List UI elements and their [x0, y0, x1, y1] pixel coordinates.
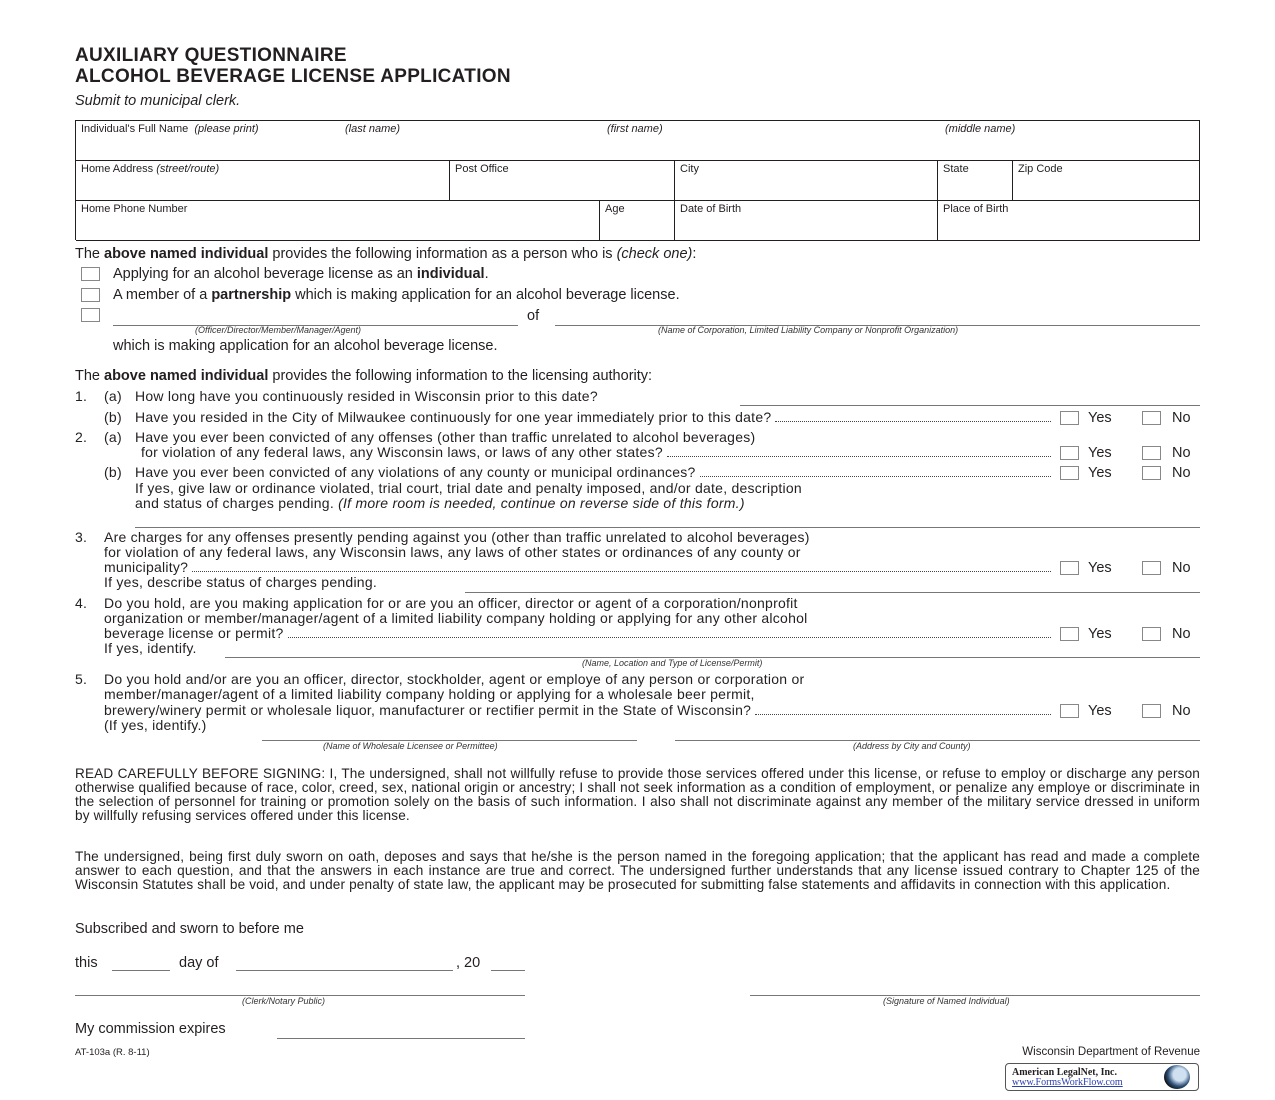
- q2b-text-line2: If yes, give law or ordinance violated, trial court, trial date and penalty imposed, and/or date, description: [135, 480, 802, 496]
- year-prefix-label: , 20: [456, 955, 481, 971]
- home-address-field[interactable]: [76, 161, 450, 201]
- q3-text-line3: municipality?: [104, 560, 1055, 575]
- q2a-yes-checkbox[interactable]: [1060, 446, 1079, 460]
- home-address-label: Home Address: [81, 163, 154, 175]
- logo-name: American LegalNet, Inc.: [1012, 1067, 1117, 1078]
- q4-number: 4.: [75, 595, 88, 611]
- q4-no-checkbox[interactable]: [1142, 627, 1161, 641]
- form-number: AT-103a (R. 8-11): [75, 1047, 150, 1058]
- q5-text-line1: Do you hold and/or are you an officer, director, stockholder, agent or employe of any person or corporation or: [104, 671, 805, 687]
- logo-url-link[interactable]: www.FormsWorkFlow.com: [1012, 1077, 1123, 1088]
- q2a-yes-label: Yes: [1088, 445, 1112, 461]
- applicant-info-table: [75, 120, 1200, 240]
- officer-option-label: which is making application for an alcohol beverage license.: [113, 338, 498, 354]
- middle-name-hint: (middle name): [945, 123, 1016, 135]
- q4-yes-checkbox[interactable]: [1060, 627, 1079, 641]
- american-legalnet-logo[interactable]: [1005, 1063, 1199, 1091]
- notary-caption: (Clerk/Notary Public): [242, 996, 326, 1006]
- q3-number: 3.: [75, 529, 88, 545]
- post-office-field[interactable]: [450, 161, 675, 201]
- officer-checkbox[interactable]: [81, 308, 100, 322]
- applicant-signature-caption: (Signature of Named Individual): [883, 996, 1010, 1006]
- age-label: Age: [605, 203, 625, 215]
- q5-no-checkbox[interactable]: [1142, 704, 1161, 718]
- q2b-no-checkbox[interactable]: [1142, 466, 1161, 480]
- q3-text-line1: Are charges for any offenses presently pending against you (other than traffic unrelated to alcohol beverages): [104, 529, 810, 545]
- month-input-line[interactable]: [236, 970, 453, 971]
- q3-no-checkbox[interactable]: [1142, 561, 1161, 575]
- individual-checkbox[interactable]: [81, 267, 100, 281]
- q4-no-label: No: [1172, 626, 1191, 642]
- date-of-birth-field[interactable]: [675, 201, 938, 241]
- q2a-no-label: No: [1172, 445, 1191, 461]
- date-of-birth-label: Date of Birth: [680, 203, 742, 215]
- q2a-text-line1: Have you ever been convicted of any offenses (other than traffic unrelated to alcohol beverages): [135, 429, 756, 445]
- q1b-no-checkbox[interactable]: [1142, 411, 1161, 425]
- q4-text-line2: organization or member/manager/agent of a limited liability company holding or applying for any other alcohol: [104, 610, 808, 626]
- form-subtitle: ALCOHOL BEVERAGE LICENSE APPLICATION: [75, 66, 511, 87]
- q1b-no-label: No: [1172, 410, 1191, 426]
- q2b-text-line1: Have you ever been convicted of any violations of any county or municipal ordinances?: [135, 465, 1055, 480]
- full-name-label: Individual's Full Name: [81, 123, 189, 135]
- q5-text-line2: member/manager/agent of a limited liability company holding or applying for a wholesale beer permit,: [104, 686, 755, 702]
- globe-icon: [1164, 1065, 1190, 1089]
- q1-number: 1.: [75, 388, 88, 404]
- q5-no-label: No: [1172, 703, 1191, 719]
- age-field[interactable]: [600, 201, 675, 241]
- last-name-hint: (last name): [345, 123, 401, 135]
- q4-text-line4: If yes, identify.: [104, 640, 197, 656]
- q5-address-caption: (Address by City and County): [853, 741, 971, 751]
- q2a-no-checkbox[interactable]: [1142, 446, 1161, 460]
- commission-label: My commission expires: [75, 1021, 226, 1037]
- q2b-answer-line[interactable]: [135, 527, 1200, 528]
- q3-yes-label: Yes: [1088, 560, 1112, 576]
- q1a-letter: (a): [104, 388, 122, 404]
- home-phone-field[interactable]: [76, 201, 600, 241]
- q1b-yes-checkbox[interactable]: [1060, 411, 1079, 425]
- check-one-intro: The above named individual provides the following information as a person who is (check one):: [75, 246, 697, 262]
- organization-caption: (Name of Corporation, Limited Liability Company or Nonprofit Organization): [658, 325, 959, 335]
- post-office-label: Post Office: [455, 163, 509, 175]
- place-of-birth-label: Place of Birth: [943, 203, 1009, 215]
- q1a-answer-line[interactable]: [740, 405, 1200, 406]
- form-title: AUXILIARY QUESTIONNAIRE: [75, 45, 347, 66]
- q1a-text: How long have you continuously resided in Wisconsin prior to this date?: [135, 388, 598, 404]
- day-of-label: day of: [179, 955, 219, 971]
- q2b-no-label: No: [1172, 465, 1191, 481]
- q2b-text-line3: and status of charges pending. (If more room is needed, continue on reverse side of this form.): [135, 495, 745, 511]
- of-label: of: [527, 308, 540, 324]
- q5-text-line4: (If yes, identify.): [104, 717, 207, 733]
- q2b-letter: (b): [104, 464, 122, 480]
- partnership-checkbox[interactable]: [81, 288, 100, 302]
- q5-yes-label: Yes: [1088, 703, 1112, 719]
- q4-caption: (Name, Location and Type of License/Permit): [582, 658, 763, 668]
- q5-yes-checkbox[interactable]: [1060, 704, 1079, 718]
- city-field[interactable]: [675, 161, 938, 201]
- q3-text-line4: If yes, describe status of charges pending.: [104, 574, 378, 590]
- commission-input-line[interactable]: [277, 1038, 525, 1039]
- q4-yes-label: Yes: [1088, 626, 1112, 642]
- day-input-line[interactable]: [112, 970, 170, 971]
- q2a-text-line2: for violation of any federal laws, any Wisconsin laws, or laws of any other states?: [141, 445, 1055, 460]
- department-name: Wisconsin Department of Revenue: [1022, 1046, 1200, 1058]
- q3-text-line2: for violation of any federal laws, any Wisconsin laws, any laws of other states or ordinances of any county or: [104, 544, 801, 560]
- zip-code-field[interactable]: [1013, 161, 1200, 201]
- q5-licensee-caption: (Name of Wholesale Licensee or Permittee): [323, 741, 498, 751]
- role-caption: (Officer/Director/Member/Manager/Agent): [195, 325, 362, 335]
- please-print-hint: (please print): [194, 123, 259, 135]
- this-label: this: [75, 955, 98, 971]
- q1b-letter: (b): [104, 409, 122, 425]
- q4-text-line3: beverage license or permit?: [104, 626, 1055, 641]
- submit-instruction: Submit to municipal clerk.: [75, 93, 241, 109]
- state-label: State: [943, 163, 969, 175]
- q1b-yes-label: Yes: [1088, 410, 1112, 426]
- q5-number: 5.: [75, 671, 88, 687]
- year-input-line[interactable]: [491, 970, 525, 971]
- home-phone-label: Home Phone Number: [81, 203, 188, 215]
- q5-text-line3: brewery/winery permit or wholesale liquor, manufacturer or rectifier permit in the State of Wisconsin?: [104, 703, 1055, 718]
- q3-yes-checkbox[interactable]: [1060, 561, 1079, 575]
- first-name-hint: (first name): [607, 123, 663, 135]
- full-name-field[interactable]: [76, 121, 1200, 161]
- state-field[interactable]: [938, 161, 1013, 201]
- q1b-text: Have you resided in the City of Milwaukee continuously for one year immediately prior to this date?: [135, 410, 1055, 425]
- q2b-yes-checkbox[interactable]: [1060, 466, 1079, 480]
- q2-number: 2.: [75, 429, 88, 445]
- questions-intro: The above named individual provides the following information to the licensing authority:: [75, 368, 653, 384]
- place-of-birth-field[interactable]: [938, 201, 1200, 241]
- q4-text-line1: Do you hold, are you making application for or are you an officer, director or agent of a corporation/nonprofit: [104, 595, 798, 611]
- partnership-option-label: A member of a partnership which is making application for an alcohol beverage license.: [113, 287, 680, 303]
- individual-option-label: Applying for an alcohol beverage license as an individual.: [113, 266, 489, 282]
- sworn-statement: The undersigned, being first duly sworn on oath, deposes and says that he/she is the person named in the foregoing application; that the applicant has read and made a complete answer to each question, and that the answers in each instance are true and correct. The undersigned further understands that any license issued contrary to Chapter 125 of the Wisconsin Statutes shall be void, and under penalty of state law, the applicant may be prosecuted for submitting false statements and affidavits in connection with this application.: [75, 849, 1200, 892]
- q3-answer-line[interactable]: [465, 592, 1200, 593]
- nondiscrimination-statement: READ CAREFULLY BEFORE SIGNING: I, The undersigned, shall not willfully refuse to provide those services offered under this license, or refuse to employ or discharge any person otherwise qualified because of race, color, creed, sex, national origin or ancestry; I shall not seek information as a condition of employment, or penalize any employe or discriminate in the selection of personnel for training or promotion solely on the basis of such information. I also shall not discriminate against any member of the military service dressed in uniform by willfully refusing services offered under this license.: [75, 766, 1200, 823]
- q3-no-label: No: [1172, 560, 1191, 576]
- street-route-hint: (street/route): [156, 163, 220, 175]
- q2a-letter: (a): [104, 429, 122, 445]
- subscribed-label: Subscribed and sworn to before me: [75, 921, 304, 937]
- zip-code-label: Zip Code: [1018, 163, 1063, 175]
- city-label: City: [680, 163, 699, 175]
- q2b-yes-label: Yes: [1088, 465, 1112, 481]
